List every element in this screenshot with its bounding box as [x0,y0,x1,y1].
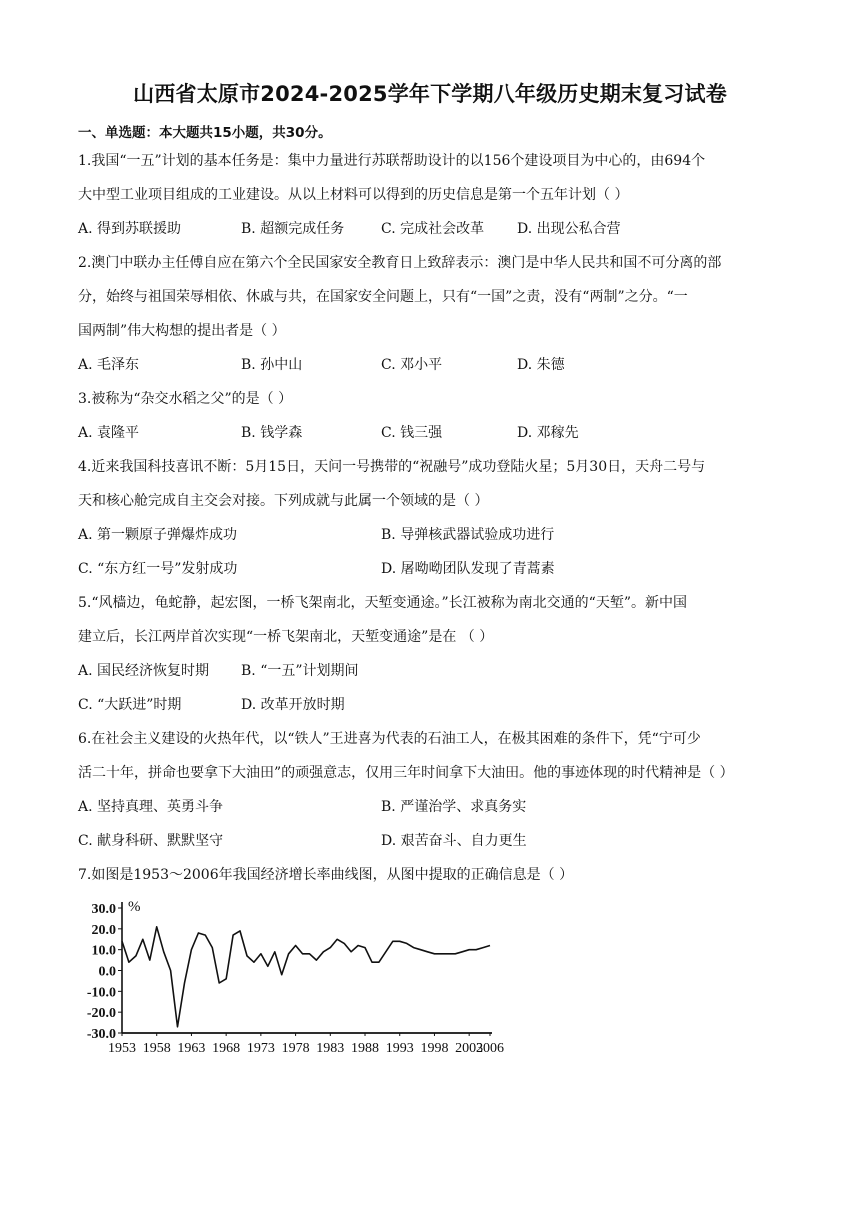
chart-axes [122,899,492,1033]
y-tick-label: 30.0 [91,902,116,917]
question-5-option-c[interactable]: C. “大跃进”时期 [78,697,182,713]
question-2-option-d[interactable]: D. 朱德 [517,357,565,373]
question-2-option-b[interactable]: B. 孙中山 [241,357,303,373]
question-3-option-b[interactable]: B. 钱学森 [241,425,303,441]
question-4-line-2: 天和核心舱完成自主交会对接。下列成就与此属一个领域的是（ ） [78,493,489,509]
question-4-option-b[interactable]: B. 导弹核武器试验成功进行 [381,527,555,543]
question-4-line-1: 4.近来我国科技喜讯不断：5月15日，天问一号携带的“祝融号”成功登陆火星；5月30日，天舟二号与 [78,459,706,475]
question-6-option-b[interactable]: B. 严谨治学、求真务实 [381,799,527,815]
question-1-option-a[interactable]: A. 得到苏联援助 [78,221,182,237]
question-1-option-c[interactable]: C. 完成社会改革 [381,221,485,237]
question-6-option-a[interactable]: A. 坚持真理、英勇斗争 [78,799,224,815]
question-1-line-1: 1.我国“一五”计划的基本任务是：集中力量进行苏联帮助设计的以156个建设项目为中心的，由694个 [78,153,706,169]
section-heading: 一、单选题：本大题共15小题，共30分。 [78,125,332,141]
question-3-line-1: 3.被称为“杂交水稻之父”的是（ ） [78,391,293,407]
question-3-option-a[interactable]: A. 袁隆平 [78,425,140,441]
question-6-option-d[interactable]: D. 艰苦奋斗、自力更生 [381,833,527,849]
x-tick-label: 1953 [108,1041,136,1056]
x-tick-label: 1968 [212,1041,241,1056]
question-5-option-b[interactable]: B. “一五”计划期间 [241,663,359,679]
x-tick-label: 1958 [142,1041,171,1056]
y-tick-label: -10.0 [86,985,116,1001]
x-tick-label: 2006 [476,1041,504,1056]
page-title: 山西省太原市2024-2025学年下学期八年级历史期末复习试卷 [133,82,727,106]
y-tick-label: 10.0 [91,943,116,959]
question-4-option-d[interactable]: D. 屠呦呦团队发现了青蒿素 [381,561,555,577]
y-tick-label: 0.0 [98,964,116,980]
question-5-option-d[interactable]: D. 改革开放时期 [241,697,345,713]
chart-series [122,927,490,1027]
question-2-line-3: 国两制”伟大构想的提出者是（ ） [78,323,286,339]
x-tick-label: 2003 [455,1041,484,1056]
question-7-line-1: 7.如图是1953～2006年我国经济增长率曲线图，从图中提取的正确信息是（ ） [78,867,574,883]
x-tick-label: 1983 [316,1041,345,1056]
chart-x-ticks [108,1033,504,1056]
question-6-option-c[interactable]: C. 献身科研、默默坚守 [78,833,224,849]
question-5-option-a[interactable]: A. 国民经济恢复时期 [78,663,210,679]
y-tick-label: -30.0 [86,1027,116,1042]
question-2-option-c[interactable]: C. 邓小平 [381,357,443,373]
x-tick-label: 1978 [281,1041,310,1056]
x-tick-label: 1993 [385,1041,414,1056]
question-6-line-1: 6.在社会主义建设的火热年代，以“铁人”王进喜为代表的石油工人，在极其困难的条件下，凭“宁可少 [78,731,701,747]
y-axis-unit-label: % [128,899,141,915]
question-4-option-a[interactable]: A. 第一颗原子弹爆炸成功 [78,527,238,543]
y-tick-label: 20.0 [91,922,116,938]
x-tick-label: 1963 [177,1041,206,1056]
question-3-option-d[interactable]: D. 邓稼先 [517,425,579,441]
x-tick-label: 1973 [246,1041,275,1056]
question-4-option-c[interactable]: C. “东方红一号”发射成功 [78,561,238,577]
chart-y-ticks [87,902,122,1042]
question-2-line-2: 分，始终与祖国荣辱相依、休戚与共，在国家安全问题上，只有“一国”之责，没有“两制”之分。“一 [78,289,688,305]
question-5-line-2: 建立后，长江两岸首次实现“一桥飞架南北，天堑变通途”是在 （ ） [78,629,494,645]
growth-rate-line-chart [80,893,520,1068]
question-3-option-c[interactable]: C. 钱三强 [381,425,443,441]
y-tick-label: -20.0 [86,1006,116,1022]
question-2-line-1: 2.澳门中联办主任傅自应在第六个全民国家安全教育日上致辞表示：澳门是中华人民共和国不可分离的部 [78,255,722,271]
question-1-line-2: 大中型工业项目组成的工业建设。从以上材料可以得到的历史信息是第一个五年计划（ ） [78,187,629,203]
x-tick-label: 1998 [420,1041,449,1056]
question-6-line-2: 活二十年，拼命也要拿下大油田”的顽强意志，仅用三年时间拿下大油田。他的事迹体现的时代精神是（ ） [78,765,734,781]
question-5-line-1: 5.“风樯边，龟蛇静，起宏图，一桥飞架南北，天堑变通途。”长江被称为南北交通的“天堑”。新中国 [78,595,687,611]
question-1-option-b[interactable]: B. 超额完成任务 [241,221,345,237]
question-2-option-a[interactable]: A. 毛泽东 [78,357,140,373]
growth-rate-series-line [122,927,490,1027]
question-1-option-d[interactable]: D. 出现公私合营 [517,221,621,237]
x-tick-label: 1988 [351,1041,380,1056]
